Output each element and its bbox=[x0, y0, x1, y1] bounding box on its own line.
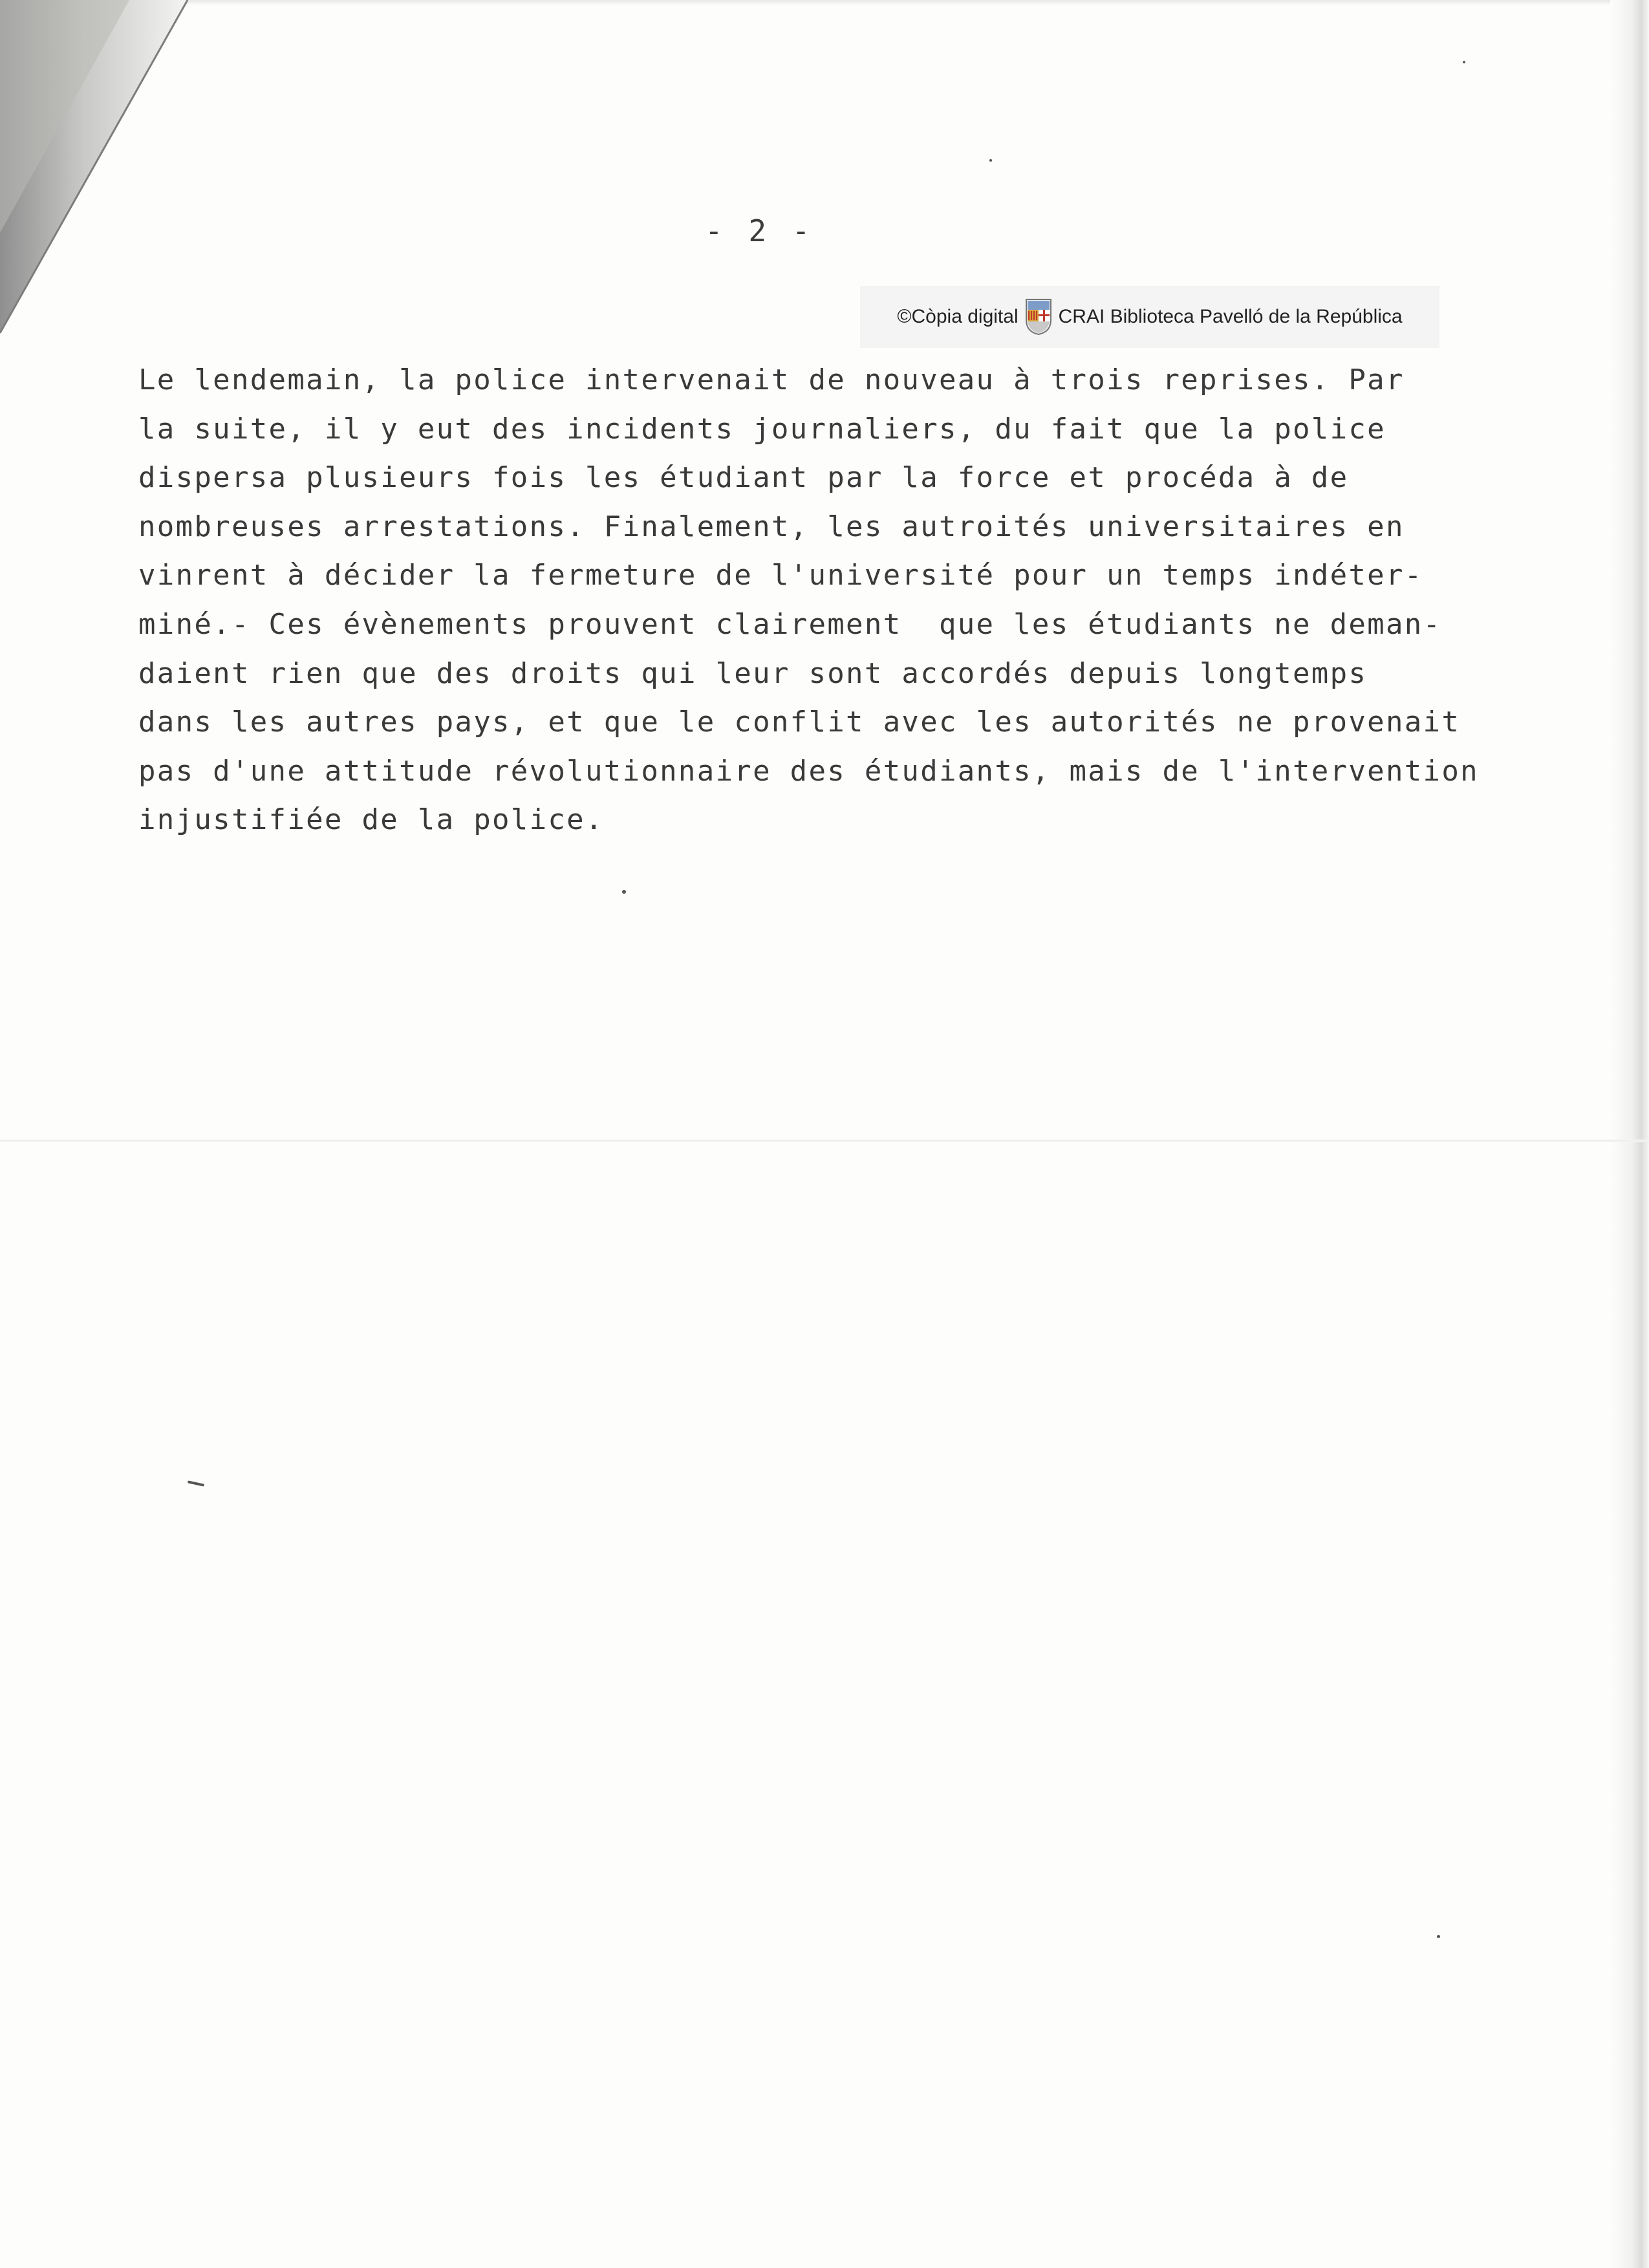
text-line: daient rien que des droits qui leur sont accordés depuis longtemps bbox=[138, 656, 1368, 690]
text-line: dans les autres pays, et que le conflit avec les autorités ne provenait bbox=[138, 706, 1461, 739]
text-line: nombreuses arrestations. Finalement, les autroités universitaires en bbox=[138, 510, 1405, 543]
body-paragraph bbox=[138, 356, 1555, 845]
text-line: miné.- Ces évènements prouvent clairement que les étudiants ne deman- bbox=[138, 607, 1442, 641]
page-number: - 2 - bbox=[705, 213, 814, 248]
paper-fold-line bbox=[0, 1139, 1649, 1142]
watermark-suffix: CRAI Biblioteca Pavelló de la República bbox=[1058, 306, 1403, 327]
folded-corner bbox=[0, 0, 194, 336]
paper-right-edge bbox=[1610, 0, 1649, 2268]
text-line: pas d'une attitude révolutionnaire des étudiants, mais de l'intervention bbox=[138, 754, 1479, 788]
paper-top-edge bbox=[0, 0, 1649, 5]
paper-speck bbox=[989, 159, 992, 162]
text-line: injustifiée de la police. bbox=[138, 803, 604, 837]
text-line: Le lendemain, la police intervenait de nouveau à trois reprises. Par bbox=[138, 363, 1405, 396]
paper-speck bbox=[1437, 1935, 1440, 1938]
text-line: dispersa plusieurs fois les étudiant par la force et procéda à de bbox=[138, 461, 1349, 495]
copyright-watermark bbox=[860, 286, 1439, 348]
paper-speck bbox=[622, 890, 626, 894]
crai-shield-icon bbox=[1025, 298, 1052, 336]
paper-speck bbox=[1463, 61, 1465, 63]
text-line: vinrent à décider la fermeture de l'université pour un temps indéter- bbox=[138, 559, 1423, 592]
watermark-prefix: ©Còpia digital bbox=[897, 306, 1018, 327]
text-line: la suite, il y eut des incidents journaliers, du fait que la police bbox=[138, 412, 1386, 446]
paper-speck bbox=[188, 1480, 204, 1486]
